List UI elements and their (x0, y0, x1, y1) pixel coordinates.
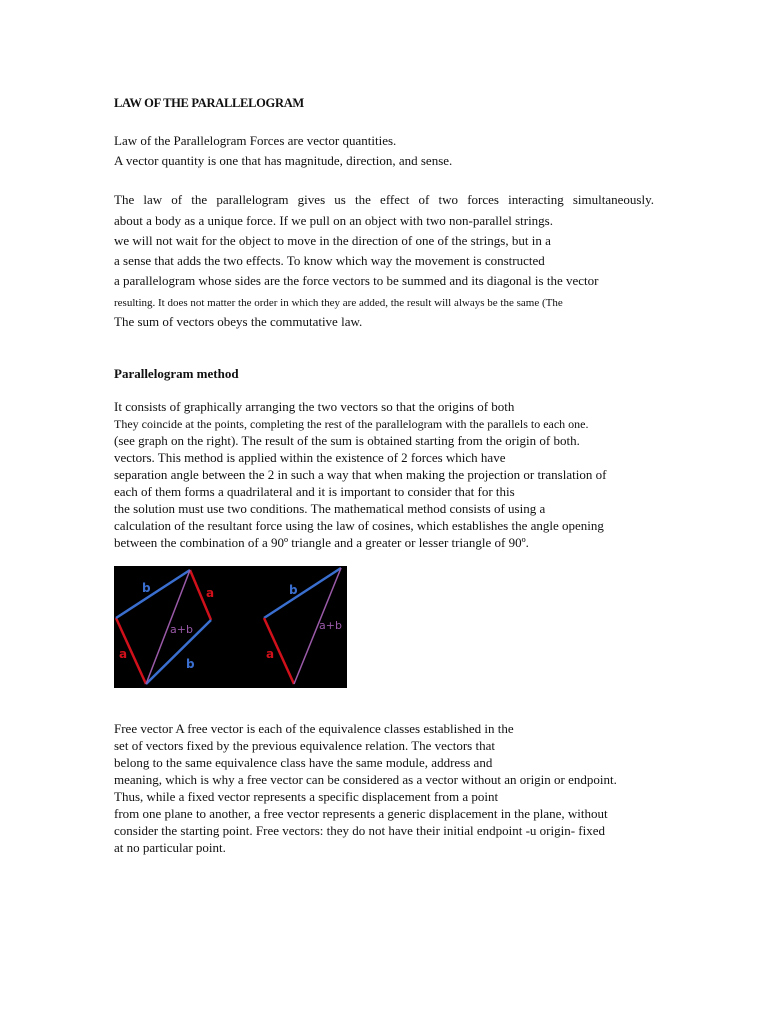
vector-b-right (264, 568, 341, 618)
para2-line-2: They coincide at the points, completing the rest of the parallelogram with the parallels to each one. (114, 417, 589, 431)
label-sum-right: a+b (319, 619, 342, 632)
para2-line-3: (see graph on the right). The result of the sum is obtained starting from the origin of both. (114, 433, 580, 448)
para3-line-8: at no particular point. (114, 840, 226, 855)
vector-b-left-top (116, 570, 190, 618)
para1-line-6: resulting. It does not matter the order in which they are added, the result will always be the same (The (114, 297, 563, 309)
para1-line-1: The law of the parallelogram gives us the effect of two forces interacting simultaneously. (114, 192, 654, 207)
document-title: LAW OF THE PARALLELOGRAM (114, 96, 304, 110)
para2-line-6: each of them forms a quadrilateral and it is important to consider that for this (114, 484, 515, 499)
label-a-right: a (266, 647, 275, 661)
section-heading: Parallelogram method (114, 366, 239, 381)
para3-line-5: Thus, while a fixed vector represents a specific displacement from a point (114, 789, 499, 804)
para3-line-6: from one plane to another, a free vector represents a generic displacement in the plane, without (114, 806, 608, 821)
label-b-right: b (289, 583, 298, 597)
label-b-left-bottom: b (186, 657, 195, 671)
para2-line-8: calculation of the resultant force using the law of cosines, which establishes the angle opening (114, 518, 604, 533)
para1-line-4: a sense that adds the two effects. To know which way the movement is constructed (114, 253, 545, 268)
parallelogram-diagram (114, 566, 347, 688)
label-a-left-top: a (206, 586, 215, 600)
para3-line-3: belong to the same equivalence class have the same module, address and (114, 755, 493, 770)
para3-line-1: Free vector A free vector is each of the equivalence classes established in the (114, 721, 514, 736)
para2-line-4: vectors. This method is applied within the existence of 2 forces which have (114, 450, 506, 465)
label-sum-left: a+b (170, 623, 193, 636)
para1-line-2: about a body as a unique force. If we pull on an object with two non-parallel strings. (114, 213, 553, 228)
label-b-left-top: b (142, 581, 151, 595)
intro-line-1: Law of the Parallelogram Forces are vector quantities. (114, 133, 397, 148)
para2-line-5: separation angle between the 2 in such a way that when making the projection or translation of (114, 467, 607, 482)
parallelogram-figure (114, 566, 347, 688)
para1-line-3: we will not wait for the object to move in the direction of one of the strings, but in a (114, 233, 551, 248)
para2-line-9: between the combination of a 90º triangle and a greater or lesser triangle of 90º. (114, 535, 529, 550)
intro-line-2: A vector quantity is one that has magnitude, direction, and sense. (114, 153, 453, 168)
para2-line-1: It consists of graphically arranging the two vectors so that the origins of both (114, 399, 515, 414)
para3-line-7: consider the starting point. Free vectors: they do not have their initial endpoint -u origin- fixed (114, 823, 605, 838)
para3-line-2: set of vectors fixed by the previous equivalence relation. The vectors that (114, 738, 495, 753)
para2-line-7: the solution must use two conditions. The mathematical method consists of using a (114, 501, 546, 516)
label-a-left-bottom: a (119, 647, 128, 661)
para1-line-5: a parallelogram whose sides are the force vectors to be summed and its diagonal is the vector (114, 273, 599, 288)
para1-line-7: The sum of vectors obeys the commutative law. (114, 314, 363, 329)
para3-line-4: meaning, which is why a free vector can be considered as a vector without an origin or endpoint. (114, 772, 617, 787)
